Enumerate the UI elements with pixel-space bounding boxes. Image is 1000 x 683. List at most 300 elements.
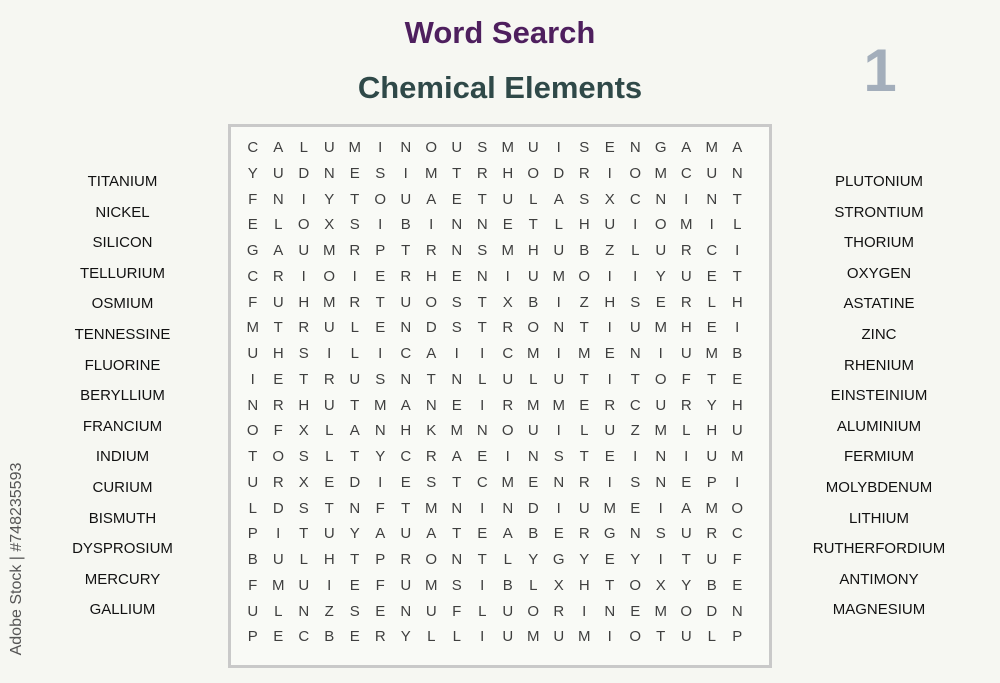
grid-letter[interactable]: O — [629, 576, 642, 594]
grid-letter[interactable]: G — [552, 551, 565, 568]
grid-letter[interactable]: R — [680, 242, 692, 259]
grid-letter[interactable]: E — [273, 370, 284, 388]
grid-letter[interactable]: I — [607, 164, 612, 182]
grid-letter[interactable]: E — [451, 267, 462, 285]
grid-letter[interactable]: R — [374, 628, 386, 646]
grid-letter[interactable]: B — [706, 576, 717, 594]
grid-letter[interactable]: Z — [579, 293, 589, 311]
grid-letter[interactable]: I — [480, 499, 485, 517]
grid-letter[interactable]: O — [731, 499, 744, 517]
grid-letter[interactable]: U — [553, 628, 565, 646]
grid-letter[interactable]: N — [629, 345, 641, 362]
grid-letter[interactable]: D — [298, 164, 310, 182]
grid-letter[interactable]: A — [451, 448, 462, 465]
grid-letter[interactable]: P — [375, 551, 386, 568]
grid-letter[interactable]: O — [654, 216, 667, 234]
grid-letter[interactable]: T — [452, 525, 462, 543]
grid-letter[interactable]: Y — [528, 551, 539, 568]
grid-letter[interactable]: H — [298, 293, 310, 311]
grid-letter[interactable]: I — [633, 448, 638, 465]
grid-letter[interactable]: E — [451, 396, 462, 414]
grid-letter[interactable]: H — [527, 242, 539, 259]
grid-letter[interactable]: D — [425, 319, 437, 337]
grid-letter[interactable]: I — [684, 448, 689, 465]
grid-letter[interactable]: I — [480, 576, 485, 594]
grid-letter[interactable]: M — [705, 139, 718, 156]
grid-letter[interactable]: M — [501, 473, 514, 491]
grid-letter[interactable]: H — [578, 216, 590, 234]
grid-letter[interactable]: L — [733, 216, 742, 234]
grid-letter[interactable]: M — [527, 345, 540, 362]
grid-letter[interactable]: E — [553, 525, 564, 543]
grid-letter[interactable]: L — [248, 499, 257, 517]
grid-letter[interactable]: I — [556, 139, 561, 156]
grid-letter[interactable]: N — [629, 139, 641, 156]
grid-letter[interactable]: E — [604, 139, 615, 156]
grid-letter[interactable]: M — [705, 499, 718, 517]
grid-letter[interactable]: C — [400, 448, 412, 465]
grid-letter[interactable]: N — [451, 216, 463, 234]
grid-letter[interactable]: U — [502, 370, 514, 388]
grid-letter[interactable]: F — [375, 576, 385, 594]
grid-letter[interactable]: I — [276, 525, 281, 543]
grid-letter[interactable]: Z — [630, 422, 640, 440]
grid-letter[interactable]: S — [655, 525, 666, 543]
grid-letter[interactable]: F — [248, 576, 258, 594]
grid-letter[interactable]: I — [301, 267, 306, 285]
grid-letter[interactable]: M — [527, 628, 540, 646]
grid-letter[interactable]: B — [502, 576, 513, 594]
grid-letter[interactable]: S — [375, 370, 386, 388]
grid-letter[interactable]: R — [272, 267, 284, 285]
grid-letter[interactable]: T — [656, 628, 666, 646]
grid-letter[interactable]: T — [299, 370, 309, 388]
grid-letter[interactable]: T — [579, 370, 589, 388]
grid-letter[interactable]: U — [680, 525, 692, 543]
grid-letter[interactable]: T — [248, 448, 258, 465]
grid-letter[interactable]: I — [480, 396, 485, 414]
grid-letter[interactable]: E — [273, 628, 284, 646]
grid-letter[interactable]: N — [451, 551, 463, 568]
grid-letter[interactable]: B — [528, 293, 539, 311]
grid-letter[interactable]: M — [527, 396, 540, 414]
grid-letter[interactable]: N — [629, 525, 641, 543]
grid-letter[interactable]: U — [553, 370, 565, 388]
grid-letter[interactable]: E — [528, 473, 539, 491]
grid-letter[interactable]: L — [478, 602, 487, 620]
grid-letter[interactable]: R — [578, 473, 590, 491]
grid-letter[interactable]: U — [655, 396, 667, 414]
grid-letter[interactable]: L — [707, 293, 716, 311]
grid-letter[interactable]: P — [375, 242, 386, 259]
grid-letter[interactable]: F — [732, 551, 742, 568]
grid-letter[interactable]: R — [425, 242, 437, 259]
grid-letter[interactable]: I — [607, 628, 612, 646]
grid-letter[interactable]: I — [735, 473, 740, 491]
grid-letter[interactable]: N — [655, 448, 667, 465]
grid-letter[interactable]: E — [706, 267, 717, 285]
grid-letter[interactable]: K — [426, 422, 437, 440]
grid-letter[interactable]: L — [274, 602, 283, 620]
grid-letter[interactable]: R — [349, 293, 361, 311]
grid-letter[interactable]: E — [630, 602, 641, 620]
grid-letter[interactable]: U — [272, 551, 284, 568]
grid-letter[interactable]: R — [425, 448, 437, 465]
grid-letter[interactable]: X — [324, 216, 335, 234]
grid-letter[interactable]: R — [272, 473, 284, 491]
grid-letter[interactable]: I — [429, 216, 434, 234]
grid-letter[interactable]: O — [527, 164, 540, 182]
grid-letter[interactable]: E — [349, 164, 360, 182]
grid-letter[interactable]: M — [654, 164, 667, 182]
grid-letter[interactable]: M — [246, 319, 259, 337]
grid-letter[interactable]: H — [502, 164, 514, 182]
grid-letter[interactable]: X — [655, 576, 666, 594]
grid-letter[interactable]: R — [502, 319, 514, 337]
grid-letter[interactable]: R — [298, 319, 310, 337]
grid-letter[interactable]: R — [476, 164, 488, 182]
grid-letter[interactable]: H — [604, 293, 616, 311]
grid-letter[interactable]: S — [298, 448, 309, 465]
grid-letter[interactable]: B — [528, 525, 539, 543]
grid-letter[interactable]: I — [735, 242, 740, 259]
grid-letter[interactable]: H — [706, 422, 718, 440]
grid-letter[interactable]: I — [658, 345, 663, 362]
grid-letter[interactable]: R — [680, 293, 692, 311]
grid-letter[interactable]: S — [553, 448, 564, 465]
grid-letter[interactable]: E — [349, 628, 360, 646]
grid-letter[interactable]: U — [349, 370, 361, 388]
grid-letter[interactable]: B — [247, 551, 258, 568]
grid-letter[interactable]: L — [529, 190, 538, 208]
grid-letter[interactable]: M — [603, 499, 616, 517]
grid-letter[interactable]: A — [426, 525, 437, 543]
grid-letter[interactable]: P — [247, 525, 258, 543]
grid-letter[interactable]: C — [502, 345, 514, 362]
grid-letter[interactable]: D — [706, 602, 718, 620]
grid-letter[interactable]: G — [246, 242, 259, 259]
grid-letter[interactable]: L — [682, 422, 691, 440]
grid-letter[interactable]: U — [425, 602, 437, 620]
grid-letter[interactable]: F — [452, 602, 462, 620]
grid-letter[interactable]: I — [327, 345, 332, 362]
grid-letter[interactable]: E — [375, 319, 386, 337]
grid-letter[interactable]: I — [607, 370, 612, 388]
grid-letter[interactable]: E — [604, 345, 615, 362]
grid-letter[interactable]: O — [425, 139, 438, 156]
grid-letter[interactable]: H — [425, 267, 437, 285]
grid-letter[interactable]: T — [579, 448, 589, 465]
grid-letter[interactable]: I — [480, 628, 485, 646]
grid-letter[interactable]: U — [604, 422, 616, 440]
grid-letter[interactable]: T — [579, 319, 589, 337]
grid-letter[interactable]: N — [502, 499, 514, 517]
grid-letter[interactable]: U — [527, 267, 539, 285]
grid-letter[interactable]: U — [272, 293, 284, 311]
grid-letter[interactable]: I — [480, 345, 485, 362]
grid-letter[interactable]: M — [425, 499, 438, 517]
grid-letter[interactable]: D — [527, 499, 539, 517]
grid-letter[interactable]: T — [324, 499, 334, 517]
grid-letter[interactable]: F — [681, 370, 691, 388]
grid-letter[interactable]: O — [527, 319, 540, 337]
grid-letter[interactable]: O — [246, 422, 259, 440]
grid-letter[interactable]: R — [553, 602, 565, 620]
grid-letter[interactable]: N — [374, 422, 386, 440]
grid-letter[interactable]: Y — [324, 190, 335, 208]
grid-letter[interactable]: S — [298, 499, 309, 517]
grid-letter[interactable]: I — [607, 319, 612, 337]
grid-letter[interactable]: C — [247, 139, 259, 156]
grid-letter[interactable]: M — [323, 242, 336, 259]
grid-letter[interactable]: U — [247, 473, 259, 491]
grid-letter[interactable]: P — [247, 628, 258, 646]
grid-letter[interactable]: F — [375, 499, 385, 517]
grid-letter[interactable]: R — [349, 242, 361, 259]
grid-letter[interactable]: T — [732, 267, 742, 285]
grid-letter[interactable]: X — [502, 293, 513, 311]
grid-letter[interactable]: U — [323, 396, 335, 414]
grid-letter[interactable]: U — [706, 164, 718, 182]
grid-letter[interactable]: H — [731, 396, 743, 414]
grid-letter[interactable]: P — [732, 628, 743, 646]
grid-letter[interactable]: E — [706, 319, 717, 337]
grid-letter[interactable]: U — [604, 216, 616, 234]
grid-letter[interactable]: L — [427, 628, 436, 646]
grid-letter[interactable]: L — [478, 370, 487, 388]
grid-letter[interactable]: N — [272, 190, 284, 208]
grid-letter[interactable]: I — [378, 139, 383, 156]
grid-letter[interactable]: S — [451, 293, 462, 311]
grid-letter[interactable]: O — [527, 602, 540, 620]
grid-letter[interactable]: L — [274, 216, 283, 234]
grid-letter[interactable]: U — [655, 242, 667, 259]
grid-letter[interactable]: I — [709, 216, 714, 234]
grid-letter[interactable]: N — [425, 396, 437, 414]
grid-letter[interactable]: P — [706, 473, 717, 491]
grid-letter[interactable]: Y — [681, 576, 692, 594]
grid-letter[interactable]: E — [655, 293, 666, 311]
grid-letter[interactable]: M — [348, 139, 361, 156]
grid-letter[interactable]: U — [323, 139, 335, 156]
grid-letter[interactable]: A — [273, 139, 284, 156]
grid-letter[interactable]: E — [477, 525, 488, 543]
grid-letter[interactable]: L — [580, 422, 589, 440]
grid-letter[interactable]: C — [706, 242, 718, 259]
grid-letter[interactable]: C — [298, 628, 310, 646]
grid-letter[interactable]: N — [451, 242, 463, 259]
grid-letter[interactable]: T — [452, 473, 462, 491]
grid-letter[interactable]: T — [477, 551, 487, 568]
grid-letter[interactable]: T — [707, 370, 717, 388]
grid-letter[interactable]: R — [706, 525, 718, 543]
grid-letter[interactable]: E — [502, 216, 513, 234]
grid-letter[interactable]: X — [604, 190, 615, 208]
grid-letter[interactable]: R — [680, 396, 692, 414]
grid-letter[interactable]: S — [630, 293, 641, 311]
grid-letter[interactable]: B — [400, 216, 411, 234]
grid-letter[interactable]: C — [476, 473, 488, 491]
grid-letter[interactable]: M — [425, 576, 438, 594]
grid-letter[interactable]: O — [374, 190, 387, 208]
grid-letter[interactable]: H — [731, 293, 743, 311]
grid-letter[interactable]: T — [528, 216, 538, 234]
grid-letter[interactable]: I — [658, 551, 663, 568]
grid-letter[interactable]: N — [247, 396, 259, 414]
grid-letter[interactable]: U — [502, 190, 514, 208]
grid-letter[interactable]: N — [400, 139, 412, 156]
grid-letter[interactable]: E — [604, 551, 615, 568]
grid-letter[interactable]: E — [630, 499, 641, 517]
grid-letter[interactable]: S — [451, 319, 462, 337]
grid-letter[interactable]: L — [325, 448, 334, 465]
grid-letter[interactable]: N — [451, 499, 463, 517]
grid-letter[interactable]: I — [582, 602, 587, 620]
grid-letter[interactable]: Y — [706, 396, 717, 414]
grid-letter[interactable]: U — [451, 139, 463, 156]
grid-letter[interactable]: T — [350, 448, 360, 465]
grid-letter[interactable]: N — [731, 602, 743, 620]
grid-letter[interactable]: I — [684, 190, 689, 208]
grid-letter[interactable]: E — [579, 396, 590, 414]
grid-letter[interactable]: R — [400, 551, 412, 568]
grid-letter[interactable]: O — [425, 551, 438, 568]
grid-letter[interactable]: I — [658, 499, 663, 517]
grid-letter[interactable]: S — [579, 190, 590, 208]
grid-letter[interactable]: U — [272, 164, 284, 182]
grid-letter[interactable]: C — [400, 345, 412, 362]
grid-letter[interactable]: T — [350, 551, 360, 568]
grid-letter[interactable]: U — [298, 576, 310, 594]
grid-letter[interactable]: U — [298, 242, 310, 259]
grid-letter[interactable]: T — [350, 396, 360, 414]
grid-letter[interactable]: U — [400, 525, 412, 543]
grid-letter[interactable]: N — [604, 602, 616, 620]
grid-letter[interactable]: U — [553, 242, 565, 259]
grid-letter[interactable]: M — [578, 628, 591, 646]
grid-letter[interactable]: A — [502, 525, 513, 543]
grid-letter[interactable]: N — [476, 267, 488, 285]
grid-letter[interactable]: F — [273, 422, 283, 440]
grid-letter[interactable]: Y — [247, 164, 258, 182]
grid-letter[interactable]: U — [400, 190, 412, 208]
grid-letter[interactable]: E — [247, 216, 258, 234]
grid-letter[interactable]: E — [375, 602, 386, 620]
grid-letter[interactable]: A — [400, 396, 411, 414]
grid-letter[interactable]: N — [476, 422, 488, 440]
grid-letter[interactable]: F — [248, 293, 258, 311]
grid-letter[interactable]: S — [477, 242, 488, 259]
grid-letter[interactable]: H — [400, 422, 412, 440]
grid-letter[interactable]: T — [477, 293, 487, 311]
grid-letter[interactable]: N — [400, 370, 412, 388]
grid-letter[interactable]: C — [731, 525, 743, 543]
grid-letter[interactable]: L — [452, 628, 461, 646]
grid-letter[interactable]: G — [654, 139, 667, 156]
grid-letter[interactable]: U — [680, 628, 692, 646]
grid-letter[interactable]: C — [629, 396, 641, 414]
grid-letter[interactable]: S — [375, 164, 386, 182]
grid-letter[interactable]: I — [250, 370, 255, 388]
grid-letter[interactable]: I — [556, 422, 561, 440]
grid-letter[interactable]: O — [425, 293, 438, 311]
grid-letter[interactable]: X — [553, 576, 564, 594]
grid-letter[interactable]: T — [732, 190, 742, 208]
grid-letter[interactable]: M — [552, 267, 565, 285]
grid-letter[interactable]: I — [556, 499, 561, 517]
grid-letter[interactable]: I — [378, 216, 383, 234]
grid-letter[interactable]: L — [554, 216, 563, 234]
grid-letter[interactable]: O — [501, 422, 514, 440]
grid-letter[interactable]: E — [604, 448, 615, 465]
grid-letter[interactable]: A — [681, 499, 692, 517]
grid-letter[interactable]: R — [604, 396, 616, 414]
grid-letter[interactable]: T — [681, 551, 691, 568]
grid-letter[interactable]: I — [505, 448, 510, 465]
grid-letter[interactable]: L — [299, 139, 308, 156]
grid-letter[interactable]: I — [633, 267, 638, 285]
grid-letter[interactable]: S — [579, 139, 590, 156]
grid-letter[interactable]: E — [732, 370, 743, 388]
grid-letter[interactable]: M — [705, 345, 718, 362]
grid-letter[interactable]: I — [378, 345, 383, 362]
grid-letter[interactable]: Y — [375, 448, 386, 465]
grid-letter[interactable]: D — [272, 499, 284, 517]
grid-letter[interactable]: I — [454, 345, 459, 362]
grid-letter[interactable]: U — [527, 422, 539, 440]
grid-letter[interactable]: L — [529, 370, 538, 388]
grid-letter[interactable]: U — [323, 319, 335, 337]
grid-letter[interactable]: L — [325, 422, 334, 440]
grid-letter[interactable]: B — [324, 628, 335, 646]
grid-letter[interactable]: S — [451, 576, 462, 594]
grid-letter[interactable]: I — [556, 345, 561, 362]
grid-letter[interactable]: T — [630, 370, 640, 388]
grid-letter[interactable]: D — [349, 473, 361, 491]
grid-letter[interactable]: I — [403, 164, 408, 182]
grid-letter[interactable]: N — [553, 319, 565, 337]
grid-letter[interactable]: I — [327, 576, 332, 594]
grid-letter[interactable]: I — [505, 267, 510, 285]
grid-letter[interactable]: O — [654, 370, 667, 388]
grid-letter[interactable]: A — [732, 139, 743, 156]
grid-letter[interactable]: N — [731, 164, 743, 182]
grid-letter[interactable]: S — [477, 139, 488, 156]
grid-letter[interactable]: N — [298, 602, 310, 620]
grid-letter[interactable]: E — [349, 576, 360, 594]
grid-letter[interactable]: U — [578, 499, 590, 517]
grid-letter[interactable]: H — [298, 396, 310, 414]
grid-letter[interactable]: C — [247, 267, 259, 285]
grid-letter[interactable]: S — [349, 216, 360, 234]
grid-letter[interactable]: S — [630, 473, 641, 491]
grid-letter[interactable]: A — [553, 190, 564, 208]
grid-letter[interactable]: U — [731, 422, 743, 440]
grid-letter[interactable]: F — [248, 190, 258, 208]
grid-letter[interactable]: M — [501, 242, 514, 259]
grid-letter[interactable]: N — [655, 473, 667, 491]
grid-letter[interactable]: G — [603, 525, 616, 543]
grid-letter[interactable]: N — [323, 164, 335, 182]
grid-letter[interactable]: Y — [349, 525, 360, 543]
grid-letter[interactable]: M — [501, 139, 514, 156]
grid-letter[interactable]: I — [378, 473, 383, 491]
grid-letter[interactable]: Z — [605, 242, 615, 259]
grid-letter[interactable]: H — [680, 319, 692, 337]
grid-letter[interactable]: M — [654, 602, 667, 620]
grid-letter[interactable]: M — [680, 216, 693, 234]
grid-letter[interactable]: M — [450, 422, 463, 440]
